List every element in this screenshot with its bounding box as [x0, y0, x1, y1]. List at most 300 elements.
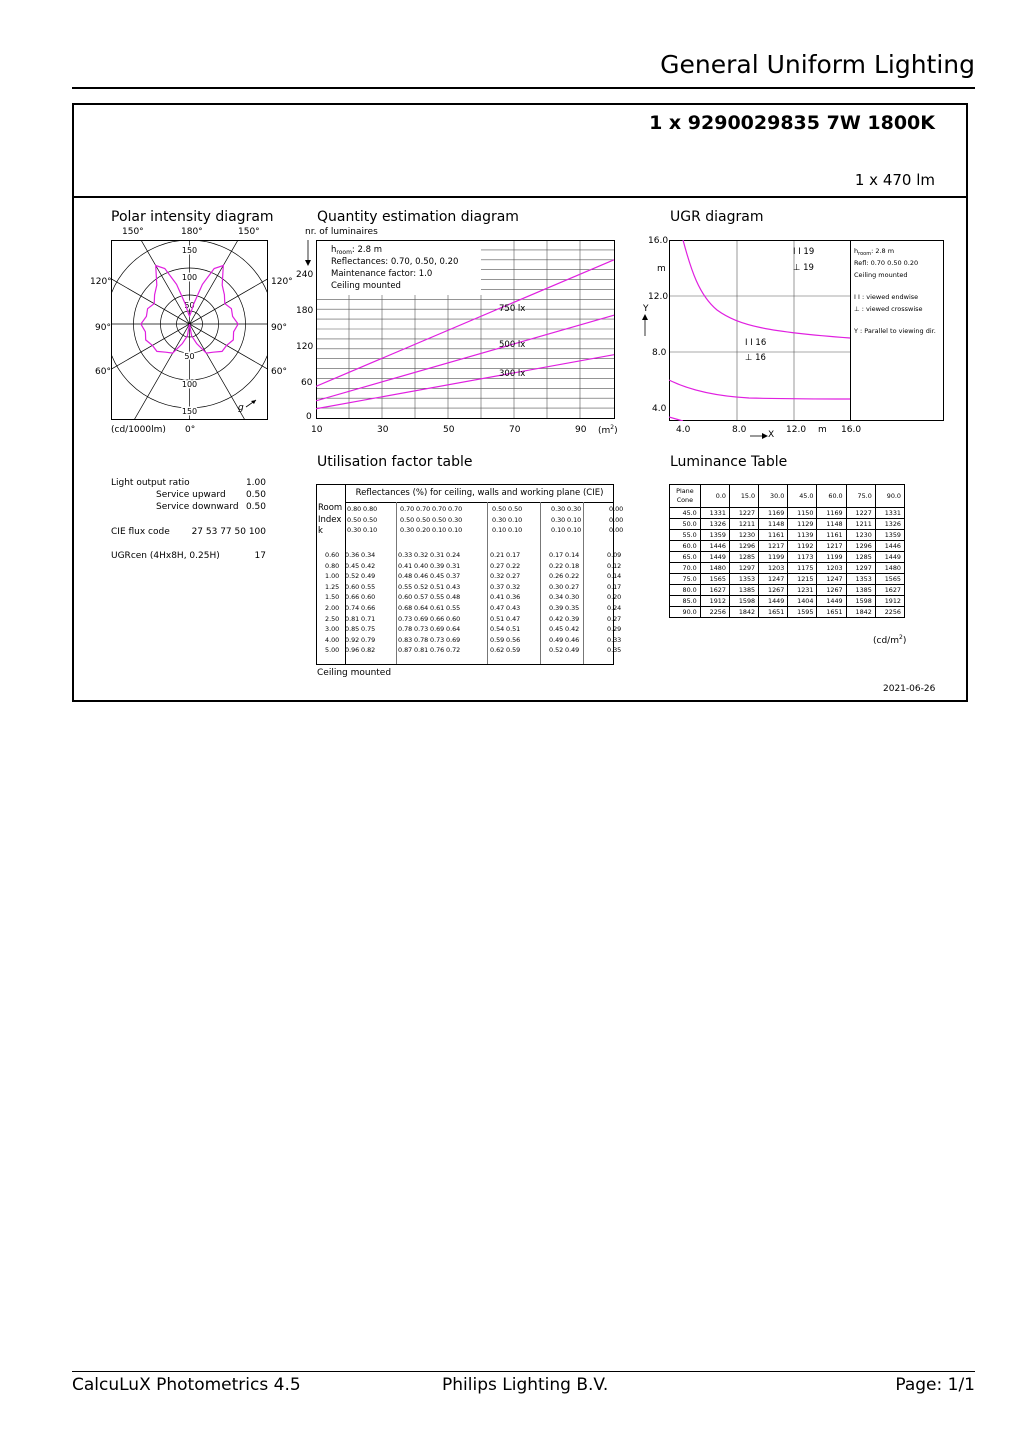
luminance-cell: 1148: [759, 519, 788, 530]
luminance-cell: 1227: [729, 508, 758, 519]
utilisation-cell: 0.45: [430, 572, 445, 581]
luminance-cell: 1161: [817, 530, 846, 541]
utilisation-cell: 0.22: [549, 561, 564, 570]
luminance-column-header: 30.0: [759, 485, 788, 508]
utilisation-reflectance-cell: 0.70: [448, 505, 463, 513]
utilisation-room-label: Room: [318, 503, 343, 513]
luminance-cell: 1296: [846, 541, 875, 552]
utilisation-room-index: 4.00: [325, 635, 340, 644]
luminance-cell: 1161: [759, 530, 788, 541]
luminance-cell: 1215: [788, 574, 817, 585]
utilisation-cell: 0.52: [345, 572, 360, 581]
utilisation-cell: 0.17: [506, 551, 521, 559]
utilisation-reflectance-cell: 0.50: [492, 505, 507, 513]
utilisation-cell: 0.43: [506, 604, 521, 612]
ugr-xaxis-arrow: [748, 431, 770, 441]
quantity-xunit: $(m^2)$: [598, 424, 618, 436]
luminance-cell: 1267: [817, 585, 846, 596]
ugr-yaxis-arrow: [640, 314, 652, 338]
utilisation-cell: 0.35: [565, 604, 580, 612]
utilisation-reflectance-cell: 0.00: [609, 505, 624, 513]
luminance-cell: 1598: [846, 596, 875, 607]
luminance-cell: 1129: [788, 519, 817, 530]
ugr-xtick-12: 12.0: [786, 425, 807, 435]
utilisation-cell: 0.30: [565, 593, 580, 602]
quantity-ylabel: nr. of luminaires: [305, 227, 378, 237]
utilisation-cell: 0.39: [549, 604, 564, 612]
polar-label-90-left: 90°: [95, 323, 111, 333]
luminance-cone-angle: 50.0: [670, 519, 701, 530]
ugr-legend-endwise: I I : viewed endwise: [854, 293, 919, 301]
utilisation-cell: 0.69: [430, 625, 445, 634]
polar-label-90-right: 90°: [271, 323, 287, 333]
utilisation-cell: 0.33: [398, 551, 413, 559]
quantity-line-label-750: 750 lx: [499, 304, 526, 314]
utilisation-cell: 0.45: [345, 561, 360, 570]
ugr-ytick-16: 16.0: [648, 236, 669, 246]
utilisation-cell: 0.27: [565, 582, 580, 591]
utilisation-cell: 0.69: [446, 635, 461, 644]
utilisation-cell: 0.78: [414, 635, 429, 644]
polar-unit: (cd/1000lm): [111, 425, 166, 435]
property-label: UGRcen (4Hx8H, 0.25H): [111, 551, 220, 561]
table-row: [670, 563, 905, 574]
luminance-cell: 1842: [846, 607, 875, 618]
property-value: 27 53 77 50 100: [191, 527, 266, 537]
luminance-cell: 1565: [700, 574, 729, 585]
luminance-column-header: 75.0: [846, 485, 875, 508]
utilisation-reflectance-cell: 0.50: [432, 515, 447, 524]
luminance-corner-cone: Cone: [676, 496, 694, 504]
luminance-cone-angle: 55.0: [670, 530, 701, 541]
utilisation-cell: 0.37: [490, 582, 505, 591]
luminance-cell: 1480: [875, 563, 904, 574]
luminance-cell: 2256: [875, 607, 904, 618]
luminance-cell: 1359: [875, 530, 904, 541]
utilisation-cell: 0.41: [490, 593, 505, 602]
luminance-cell: 1230: [729, 530, 758, 541]
utilisation-cell: 0.24: [607, 604, 622, 612]
luminance-corner: [670, 485, 701, 508]
utilisation-cell: 0.33: [607, 635, 622, 644]
product-name: 1 x 9290029835 7W 1800K: [649, 112, 935, 134]
utilisation-cell: 0.64: [414, 604, 429, 612]
utilisation-reflectance-cell: 0.50: [508, 505, 523, 513]
utilisation-cell: 0.27: [490, 561, 505, 570]
utilisation-cell: 0.55: [398, 582, 413, 591]
utilisation-cell: 0.62: [490, 646, 505, 655]
luminance-cell: 1331: [875, 508, 904, 519]
ugr-title: UGR diagram: [670, 209, 764, 225]
luminance-cell: 1385: [729, 585, 758, 596]
ugr-xtick-4: 4.0: [676, 425, 691, 435]
utilisation-cell: 0.73: [414, 625, 429, 634]
polar-rays: [111, 240, 268, 420]
luminance-cell: 1449: [700, 552, 729, 563]
luminance-cell: 1353: [729, 574, 758, 585]
utilisation-cell: 0.31: [446, 561, 461, 570]
utilisation-cell: 0.32: [414, 551, 429, 559]
utilisation-cell: 0.27: [607, 614, 622, 623]
luminance-cone-angle: 65.0: [670, 552, 701, 563]
utilisation-cell: 0.41: [398, 561, 413, 570]
utilisation-reflectance-cell: 0.30: [448, 515, 463, 524]
table-row: [670, 541, 905, 552]
utilisation-cell: 0.22: [565, 572, 580, 581]
luminance-cell: 1297: [729, 563, 758, 574]
luminance-cell: 1203: [759, 563, 788, 574]
utilisation-reflectance-cell: 0.00: [609, 526, 624, 534]
quantity-title: Quantity estimation diagram: [317, 209, 519, 225]
property-value: 1.00: [245, 478, 266, 488]
utilisation-cell: 0.57: [414, 593, 429, 602]
polar-title: Polar intensity diagram: [111, 209, 274, 225]
utilisation-reflectance-cell: 0.10: [492, 526, 507, 534]
utilisation-room-index: 0.60: [325, 551, 340, 559]
polar-label-120-right: 120°: [271, 277, 293, 287]
table-row: [670, 530, 905, 541]
footer-rule: [72, 1371, 975, 1372]
utilisation-cell: 0.46: [414, 572, 429, 581]
utilisation-cell: 0.49: [361, 572, 376, 581]
utilisation-reflectance-cell: 0.10: [432, 526, 447, 534]
quantity-info-reflectances: Reflectances: 0.70, 0.50, 0.20: [331, 257, 459, 267]
ugr-legend-hroom: $h_{room}$: 2.8 m: [854, 247, 895, 257]
utilisation-cell: 0.51: [490, 614, 505, 623]
ugr-xtick-8: 8.0: [732, 425, 747, 435]
utilisation-cell: 0.54: [490, 625, 505, 634]
property-row: [111, 478, 266, 490]
polar-ring-label-top-50: 50: [184, 301, 195, 310]
table-row: [670, 519, 905, 530]
utilisation-cell: 0.64: [446, 625, 461, 634]
utilisation-cell: 0.34: [549, 593, 564, 602]
quantity-line: [316, 315, 614, 401]
utilisation-cell: 0.34: [361, 551, 376, 559]
luminance-cell: 1651: [817, 607, 846, 618]
luminance-unit: $(cd/m^2)$: [873, 634, 907, 646]
luminance-cell: 1227: [846, 508, 875, 519]
luminance-column-header: 45.0: [788, 485, 817, 508]
utilisation-cell: 0.61: [430, 604, 445, 612]
utilisation-cell: 0.39: [565, 614, 580, 623]
utilisation-reflectance-cell: 0.30: [551, 515, 566, 524]
ugr-chart: [669, 240, 945, 421]
polar-ring-label-bottom-100: 100: [181, 380, 198, 389]
footer-page: Page: 1/1: [895, 1375, 975, 1395]
ugr-curve-19: [683, 240, 850, 338]
luminance-cell: 1139: [788, 530, 817, 541]
utilisation-cell: 0.30: [549, 582, 564, 591]
quantity-ytick-60: 60: [301, 378, 313, 388]
luminance-cell: 1331: [700, 508, 729, 519]
luminance-cell: 1150: [788, 508, 817, 519]
utilisation-room-index: 3.00: [325, 625, 340, 634]
utilisation-cell: 0.26: [549, 572, 564, 581]
utilisation-index-label: Index: [318, 515, 342, 525]
luminance-cell: 1199: [817, 552, 846, 563]
luminance-cell: 1326: [875, 519, 904, 530]
utilisation-reflectance-cell: 0.20: [416, 526, 431, 534]
luminance-cell: 1359: [700, 530, 729, 541]
ugr-legend-crosswise: ⊥ : viewed crosswise: [854, 305, 923, 313]
utilisation-cell: 0.71: [361, 614, 376, 623]
table-row: [670, 596, 905, 607]
luminance-cell: 1247: [817, 574, 846, 585]
luminance-cell: 1267: [759, 585, 788, 596]
luminance-cone-angle: 80.0: [670, 585, 701, 596]
luminance-cone-angle: 90.0: [670, 607, 701, 618]
luminance-column-header: 90.0: [875, 485, 904, 508]
luminance-cell: 1651: [759, 607, 788, 618]
utilisation-cell: 0.18: [565, 561, 580, 570]
luminance-cell: 1449: [817, 596, 846, 607]
footer-software: CalcuLuX Photometrics 4.5: [72, 1375, 301, 1395]
utilisation-reflectance-cell: 0.10: [448, 526, 463, 534]
utilisation-cell: 0.87: [398, 646, 413, 655]
utilisation-cell: 0.20: [607, 593, 622, 602]
utilisation-cell: 0.49: [565, 646, 580, 655]
ugr-curve-16: [669, 380, 850, 399]
utilisation-cell: 0.56: [506, 635, 521, 644]
quantity-xtick-30: 30: [377, 425, 389, 435]
utilisation-cell: 0.32: [490, 572, 505, 581]
utilisation-cell: 0.29: [607, 625, 622, 634]
polar-label-60-left: 60°: [95, 367, 111, 377]
utilisation-reflectance-cell: 0.50: [347, 515, 362, 524]
utilisation-reflectance-cell: 0.50: [363, 515, 378, 524]
luminance-cell: 1480: [700, 563, 729, 574]
ugr-yunit: m: [657, 264, 666, 274]
utilisation-table-frame: [316, 484, 624, 665]
utilisation-reflectance-cell: 0.50: [400, 515, 415, 524]
utilisation-cell: 0.52: [414, 582, 429, 591]
ugr-label-crosswise-19: ⊥ 19: [793, 263, 814, 273]
utilisation-cell: 0.32: [506, 582, 521, 591]
luminance-cell: 1297: [846, 563, 875, 574]
table-row: [670, 552, 905, 563]
property-value: 17: [254, 551, 266, 561]
utilisation-reflectance-cell: 0.30: [551, 505, 566, 513]
luminance-cell: 1385: [846, 585, 875, 596]
luminance-cell: 1173: [788, 552, 817, 563]
ugr-label-endwise-19: I I 19: [793, 247, 815, 257]
utilisation-header: Reflectances (%) for ceiling, walls and working plane (CIE): [345, 485, 613, 503]
utilisation-cell: 0.39: [430, 561, 445, 570]
utilisation-cell: 0.92: [345, 635, 360, 644]
utilisation-cell: 0.35: [607, 646, 622, 655]
polar-ring-label-bottom-50: 50: [184, 352, 195, 361]
property-row: [111, 502, 266, 514]
header-rule: [72, 87, 975, 89]
table-row: [670, 508, 905, 519]
ugr-ytick-12: 12.0: [648, 292, 669, 302]
luminance-cell: 1449: [875, 552, 904, 563]
luminance-cell: 1627: [875, 585, 904, 596]
utilisation-cell: 0.76: [430, 646, 445, 655]
polar-ring-label-top-100: 100: [181, 273, 198, 282]
luminance-cone-angle: 70.0: [670, 563, 701, 574]
luminance-cell: 1231: [788, 585, 817, 596]
utilisation-column-divider: [345, 502, 346, 664]
utilisation-cell: 0.72: [446, 646, 461, 655]
utilisation-cell: 0.73: [430, 635, 445, 644]
luminance-header-row: [670, 485, 905, 508]
property-label: Service upward: [156, 490, 226, 500]
utilisation-cell: 0.45: [549, 625, 564, 634]
property-label: Service downward: [156, 502, 239, 512]
ugr-label-endwise-16: I I 16: [745, 338, 767, 348]
utilisation-cell: 0.66: [361, 604, 376, 612]
utilisation-cell: 0.74: [345, 604, 360, 612]
utilisation-cell: 0.60: [361, 593, 376, 602]
polar-top-label-left: 150°: [122, 227, 144, 237]
utilisation-cell: 0.78: [398, 625, 413, 634]
luminance-table-wrap: [669, 484, 905, 618]
utilisation-cell: 0.36: [345, 551, 360, 559]
quantity-ytick-180: 180: [296, 306, 314, 316]
utilisation-reflectance-cell: 0.10: [363, 526, 378, 534]
luminance-column-header: 0.0: [700, 485, 729, 508]
footer-company: Philips Lighting B.V.: [442, 1375, 609, 1395]
property-value: 0.50: [245, 490, 266, 500]
ugr-xtick-16: 16.0: [841, 425, 862, 435]
luminance-cell: 1565: [875, 574, 904, 585]
property-row: [111, 551, 266, 563]
utilisation-cell: 0.43: [446, 582, 461, 591]
utilisation-cell: 0.55: [430, 593, 445, 602]
utilisation-reflectance-cell: 0.10: [508, 526, 523, 534]
utilisation-reflectance-cell: 0.80: [363, 505, 378, 513]
quantity-xtick-90: 90: [575, 425, 587, 435]
luminance-cell: 1404: [788, 596, 817, 607]
utilisation-cell: 0.75: [361, 625, 376, 634]
polar-label-60-right: 60°: [271, 367, 287, 377]
page-title: General Uniform Lighting: [660, 50, 975, 79]
utilisation-cell: 0.46: [565, 635, 580, 644]
luminance-cell: 1199: [759, 552, 788, 563]
utilisation-cell: 0.60: [345, 582, 360, 591]
utilisation-cell: 0.79: [361, 635, 376, 644]
property-label: CIE flux code: [111, 527, 170, 537]
utilisation-cell: 0.31: [430, 551, 445, 559]
utilisation-column-divider: [583, 502, 584, 664]
polar-bottom-angle: 0°: [185, 425, 196, 435]
property-label: Light output ratio: [111, 478, 190, 488]
luminance-cone-angle: 85.0: [670, 596, 701, 607]
quantity-ytick-0: 0: [306, 412, 312, 422]
luminance-cell: 1217: [817, 541, 846, 552]
utilisation-cell: 0.48: [398, 572, 413, 581]
luminance-cell: 1148: [817, 519, 846, 530]
luminance-cell: 1446: [700, 541, 729, 552]
utilisation-column-divider: [396, 502, 397, 664]
utilisation-cell: 0.42: [565, 625, 580, 634]
utilisation-reflectance-cell: 0.10: [567, 526, 582, 534]
utilisation-cell: 0.55: [361, 582, 376, 591]
ugr-label-crosswise-16: ⊥ 16: [745, 353, 766, 363]
utilisation-cell: 0.27: [506, 572, 521, 581]
utilisation-cell: 0.60: [398, 593, 413, 602]
luminance-cell: 1285: [729, 552, 758, 563]
utilisation-room-index: 2.50: [325, 614, 340, 623]
utilisation-cell: 0.42: [361, 561, 376, 570]
quantity-line-label-500: 500 lx: [499, 340, 526, 350]
utilisation-cell: 0.51: [430, 582, 445, 591]
polar-gamma-label: g: [238, 403, 244, 413]
ugr-legend-parallel: Y : Parallel to viewing dir.: [854, 327, 936, 335]
utilisation-reflectance-cell: 0.50: [416, 515, 431, 524]
utilisation-cell: 0.17: [607, 582, 622, 591]
ugr-xunit: m: [818, 425, 827, 435]
luminance-cell: 1598: [729, 596, 758, 607]
polar-label-120-left: 120°: [90, 277, 112, 287]
utilisation-reflectance-cell: 0.30: [347, 526, 362, 534]
luminance-cell: 1449: [759, 596, 788, 607]
utilisation-column-divider: [487, 502, 488, 664]
luminance-cell: 1285: [846, 552, 875, 563]
property-row: [111, 527, 266, 539]
utilisation-cell: 0.59: [506, 646, 521, 655]
utilisation-cell: 0.52: [549, 646, 564, 655]
quantity-info-maintenance: Maintenance factor: 1.0: [331, 269, 433, 279]
quantity-xtick-50: 50: [443, 425, 455, 435]
luminance-corner-plane: Plane: [676, 487, 694, 495]
luminance-cell: 1211: [846, 519, 875, 530]
luminance-cell: 1353: [846, 574, 875, 585]
utilisation-cell: 0.48: [446, 593, 461, 602]
quantity-line-label-300: 300 lx: [499, 369, 526, 379]
luminance-cell: 1912: [700, 596, 729, 607]
utilisation-cell: 0.37: [446, 572, 461, 581]
utilisation-reflectance-cell: 0.30: [567, 505, 582, 513]
luminance-cell: 1842: [729, 607, 758, 618]
utilisation-cell: 0.14: [565, 551, 580, 559]
utilisation-cell: 0.73: [398, 614, 413, 623]
luminance-cone-angle: 75.0: [670, 574, 701, 585]
quantity-info-mounting: Ceiling mounted: [331, 281, 401, 291]
utilisation-room-index: 1.25: [325, 582, 340, 591]
ugr-xaxis-label: X: [768, 430, 775, 440]
quantity-ytick-240: 240: [296, 270, 314, 280]
property-value: 0.50: [245, 502, 266, 512]
quantity-info-hroom: $h_{room}$: 2.8 m: [331, 245, 382, 256]
utilisation-reflectance-cell: 0.30: [400, 526, 415, 534]
product-flux: 1 x 470 lm: [854, 171, 935, 189]
luminance-column-header: 60.0: [817, 485, 846, 508]
utilisation-cell: 0.81: [345, 614, 360, 623]
ugr-yaxis-label: Y: [643, 304, 649, 314]
utilisation-cell: 0.96: [345, 646, 360, 655]
luminance-cell: 1595: [788, 607, 817, 618]
luminance-cell: 1230: [846, 530, 875, 541]
utilisation-cell: 0.36: [506, 593, 521, 602]
luminance-cell: 1912: [875, 596, 904, 607]
luminance-cell: 1247: [759, 574, 788, 585]
quantity-line: [316, 355, 614, 409]
ugr-legend-refl: Refl: 0.70 0.50 0.20: [854, 259, 919, 267]
ugr-ytick-4: 4.0: [652, 404, 667, 414]
utilisation-cell: 0.59: [490, 635, 505, 644]
table-row: [670, 585, 905, 596]
table-row: [670, 574, 905, 585]
utilisation-column-divider: [540, 502, 541, 664]
utilisation-room-index: 0.80: [325, 561, 340, 570]
polar-ring-label-bottom-150: 150: [181, 407, 198, 416]
polar-chart: [111, 240, 268, 420]
utilisation-cell: 0.60: [446, 614, 461, 623]
utilisation-room-index: 5.00: [325, 646, 340, 655]
